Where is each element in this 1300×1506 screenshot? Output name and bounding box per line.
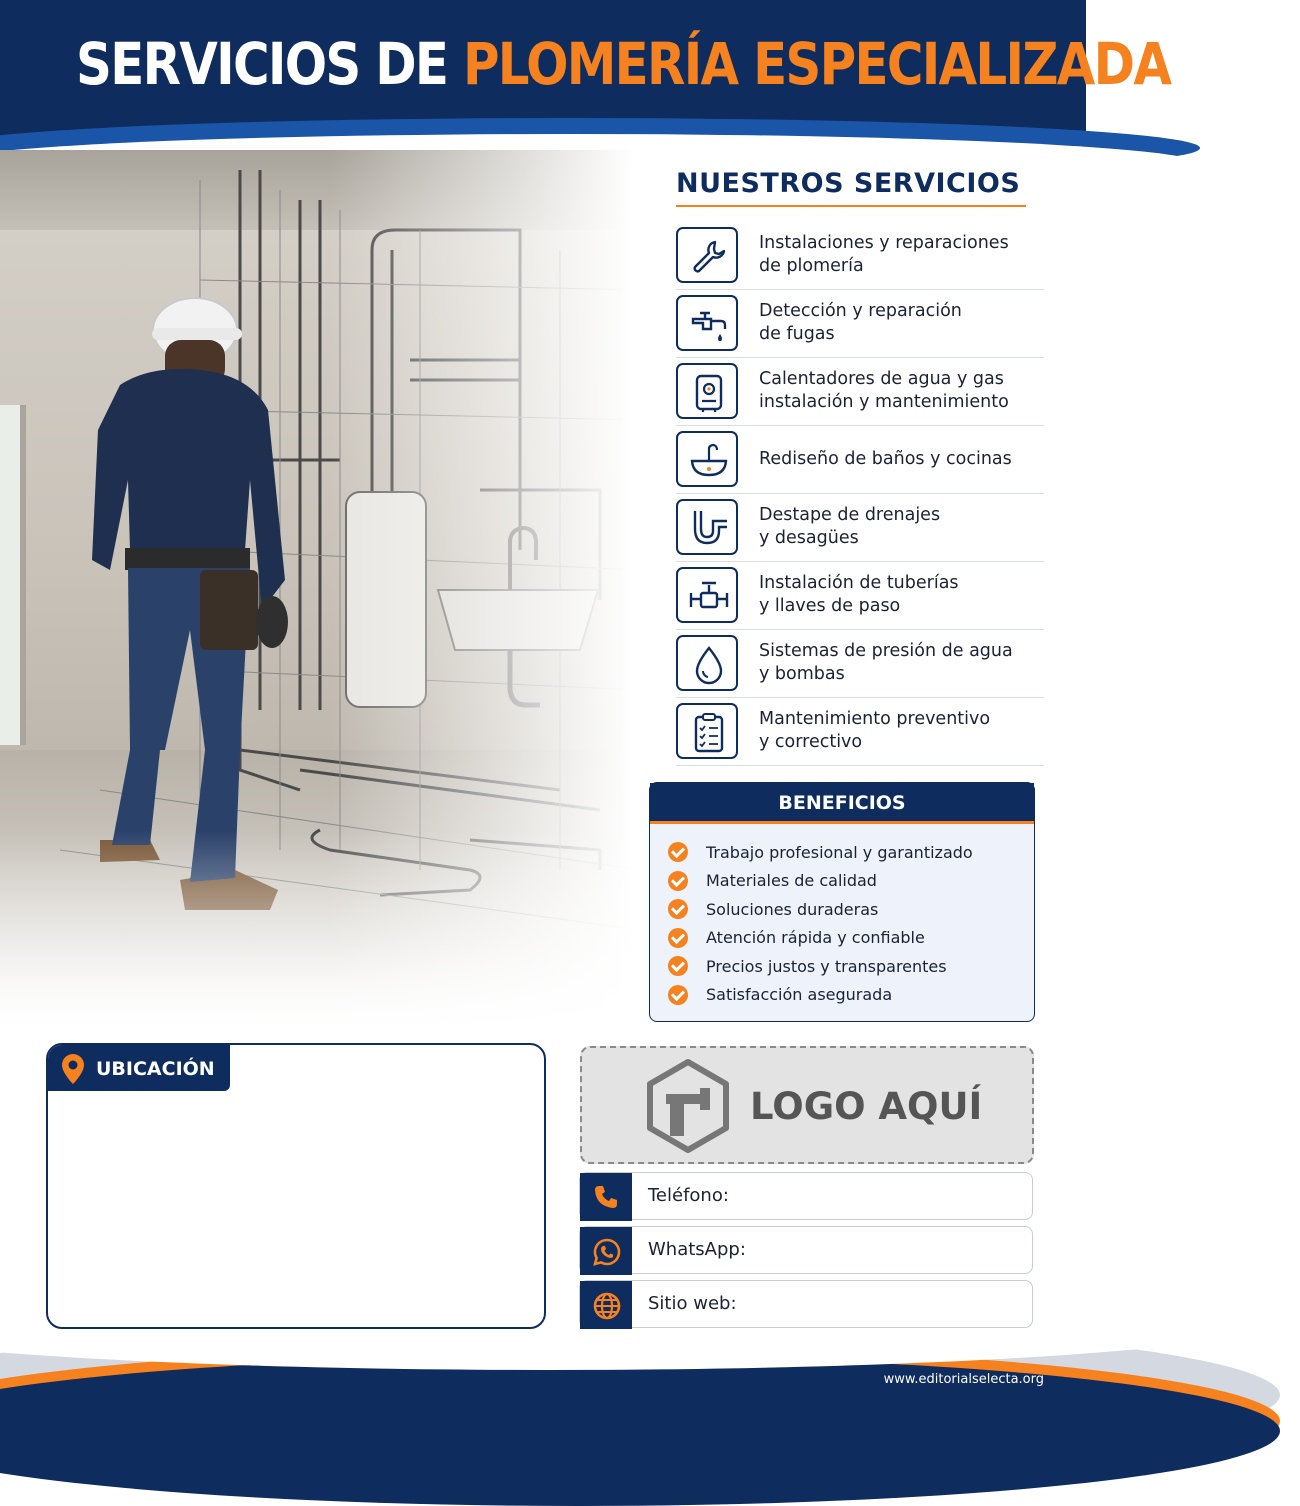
whatsapp-field[interactable] — [579, 1226, 1033, 1274]
faucet-icon — [676, 295, 738, 351]
service-item — [676, 561, 1044, 630]
website-field[interactable] — [579, 1280, 1033, 1328]
page-title — [76, 22, 1171, 106]
service-item — [676, 357, 1044, 426]
wrench-logo-icon — [640, 1058, 736, 1154]
location-box — [46, 1043, 546, 1329]
service-label: Detección y reparación de fugas — [759, 301, 962, 344]
footer-swoosh-navy — [0, 1356, 1280, 1506]
benefit-item — [668, 895, 1034, 924]
water-heater-icon — [676, 363, 738, 419]
location-tab — [48, 1045, 230, 1091]
service-item — [676, 425, 1044, 494]
check-icon — [668, 956, 688, 976]
service-label: Mantenimiento preventivo y correctivo — [759, 709, 991, 752]
logo-text: LOGO AQUÍ — [750, 1085, 983, 1128]
benefit-item — [668, 981, 1034, 1010]
header-banner — [0, 0, 1171, 150]
services-title: NUESTROS SERVICIOS — [676, 168, 1026, 207]
footer-url[interactable]: www.editorialselecta.org — [883, 1372, 1044, 1387]
phone-icon — [593, 1184, 619, 1210]
plumber-photo — [0, 150, 660, 1030]
service-label: Sistemas de presión de agua y bombas — [759, 641, 1013, 684]
globe-icon — [593, 1292, 621, 1320]
benefit-label: Atención rápida y confiable — [706, 928, 925, 948]
benefit-label: Precios justos y transparentes — [706, 956, 947, 976]
check-icon — [668, 985, 688, 1005]
services-section — [676, 168, 1046, 752]
map-pin-icon — [60, 1053, 86, 1085]
service-item — [676, 289, 1044, 358]
service-label: Rediseño de baños y cocinas — [759, 448, 1012, 469]
whatsapp-icon — [593, 1238, 621, 1266]
service-label: Instalación de tuberías y llaves de paso — [759, 573, 959, 616]
valve-icon — [676, 567, 738, 623]
check-icon — [668, 842, 688, 862]
title-orange-part: PLOMERÍA ESPECIALIZADA — [462, 30, 1171, 98]
logo-placeholder[interactable] — [580, 1046, 1034, 1164]
check-icon — [668, 899, 688, 919]
benefit-item — [668, 838, 1034, 867]
globe-icon-box — [580, 1281, 632, 1329]
drain-pipe-icon — [676, 499, 738, 555]
phone-icon-box — [580, 1173, 632, 1221]
benefits-box — [649, 782, 1035, 1022]
service-item — [676, 493, 1044, 562]
service-item — [676, 221, 1044, 290]
website-label: Sitio web: — [648, 1293, 737, 1314]
benefit-label: Materiales de calidad — [706, 871, 877, 891]
benefit-item — [668, 924, 1034, 953]
service-label: Calentadores de agua y gas instalación y mantenimiento — [759, 369, 1009, 412]
clipboard-icon — [676, 703, 738, 759]
location-label: UBICACIÓN — [96, 1058, 215, 1080]
benefits-list — [650, 824, 1034, 1009]
service-label: Destape de drenajes y desagües — [759, 505, 941, 548]
photo-fade-bottom — [0, 830, 660, 1030]
service-item — [676, 697, 1044, 766]
water-drop-icon — [676, 635, 738, 691]
services-list — [676, 221, 1046, 781]
check-icon — [668, 928, 688, 948]
service-label: Instalaciones y reparaciones de plomería — [759, 233, 1009, 276]
benefit-label: Soluciones duraderas — [706, 899, 879, 919]
whatsapp-label: WhatsApp: — [648, 1239, 746, 1260]
service-item — [676, 629, 1044, 698]
benefit-item — [668, 952, 1034, 981]
check-icon — [668, 871, 688, 891]
whatsapp-icon-box — [580, 1227, 632, 1275]
benefits-title: BENEFICIOS — [650, 783, 1034, 824]
benefit-label: Satisfacción asegurada — [706, 985, 893, 1005]
phone-label: Teléfono: — [648, 1185, 729, 1206]
phone-field[interactable] — [579, 1172, 1033, 1220]
wrench-icon — [676, 227, 738, 283]
benefit-label: Trabajo profesional y garantizado — [706, 842, 973, 862]
benefit-item — [668, 867, 1034, 896]
sink-icon — [676, 431, 738, 487]
title-white-part: SERVICIOS DE — [76, 30, 463, 98]
